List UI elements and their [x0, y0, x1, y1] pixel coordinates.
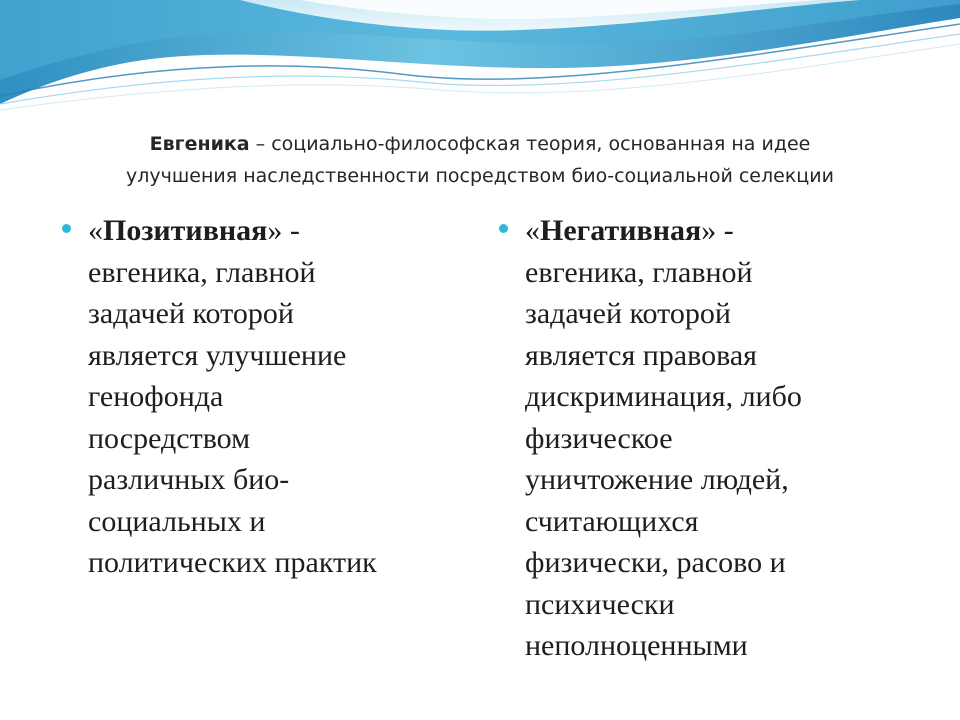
- negative-line: неполноценными: [525, 629, 748, 662]
- positive-line: задачей которой: [88, 297, 294, 330]
- positive-line: политических практик: [88, 546, 377, 579]
- close-quote: » -: [267, 214, 300, 247]
- open-quote: «: [525, 214, 540, 247]
- title-definition: – социально-философская теория, основанная на идее: [249, 133, 811, 155]
- decorative-wave-header: [0, 0, 960, 120]
- positive-heading: [88, 210, 488, 252]
- positive-line: различных био-: [88, 463, 290, 496]
- positive-eugenics-column: [88, 210, 488, 584]
- negative-line: уничтожение людей,: [525, 463, 789, 496]
- close-quote: » -: [701, 214, 734, 247]
- negative-line: евгеника, главной: [525, 255, 753, 289]
- open-quote: «: [88, 214, 103, 247]
- negative-line: дискриминация, либо: [525, 380, 802, 413]
- positive-line: евгеника, главной: [88, 255, 316, 289]
- positive-line: социальных и: [88, 504, 266, 538]
- negative-eugenics-column: [525, 210, 945, 667]
- title-term: Евгеника: [149, 133, 250, 155]
- slide-title: [0, 128, 960, 192]
- negative-line: физически, расово и: [525, 546, 786, 579]
- negative-line: психически: [525, 587, 675, 621]
- negative-term: Негативная: [540, 214, 702, 247]
- positive-term: Позитивная: [103, 214, 268, 247]
- bullet-icon: [499, 224, 508, 233]
- negative-line: является правовая: [525, 338, 757, 372]
- title-line-2: улучшения наследственности посредством био-социальной селекции: [126, 165, 834, 187]
- positive-line: генофонда: [88, 380, 224, 413]
- negative-line: считающихся: [525, 504, 699, 538]
- negative-line: физическое: [525, 421, 673, 455]
- negative-heading: [525, 210, 945, 252]
- negative-line: задачей которой: [525, 297, 731, 330]
- positive-line: является улучшение: [88, 338, 347, 372]
- title-line-1: [0, 128, 960, 160]
- bullet-icon: [62, 224, 71, 233]
- positive-line: посредством: [88, 421, 251, 455]
